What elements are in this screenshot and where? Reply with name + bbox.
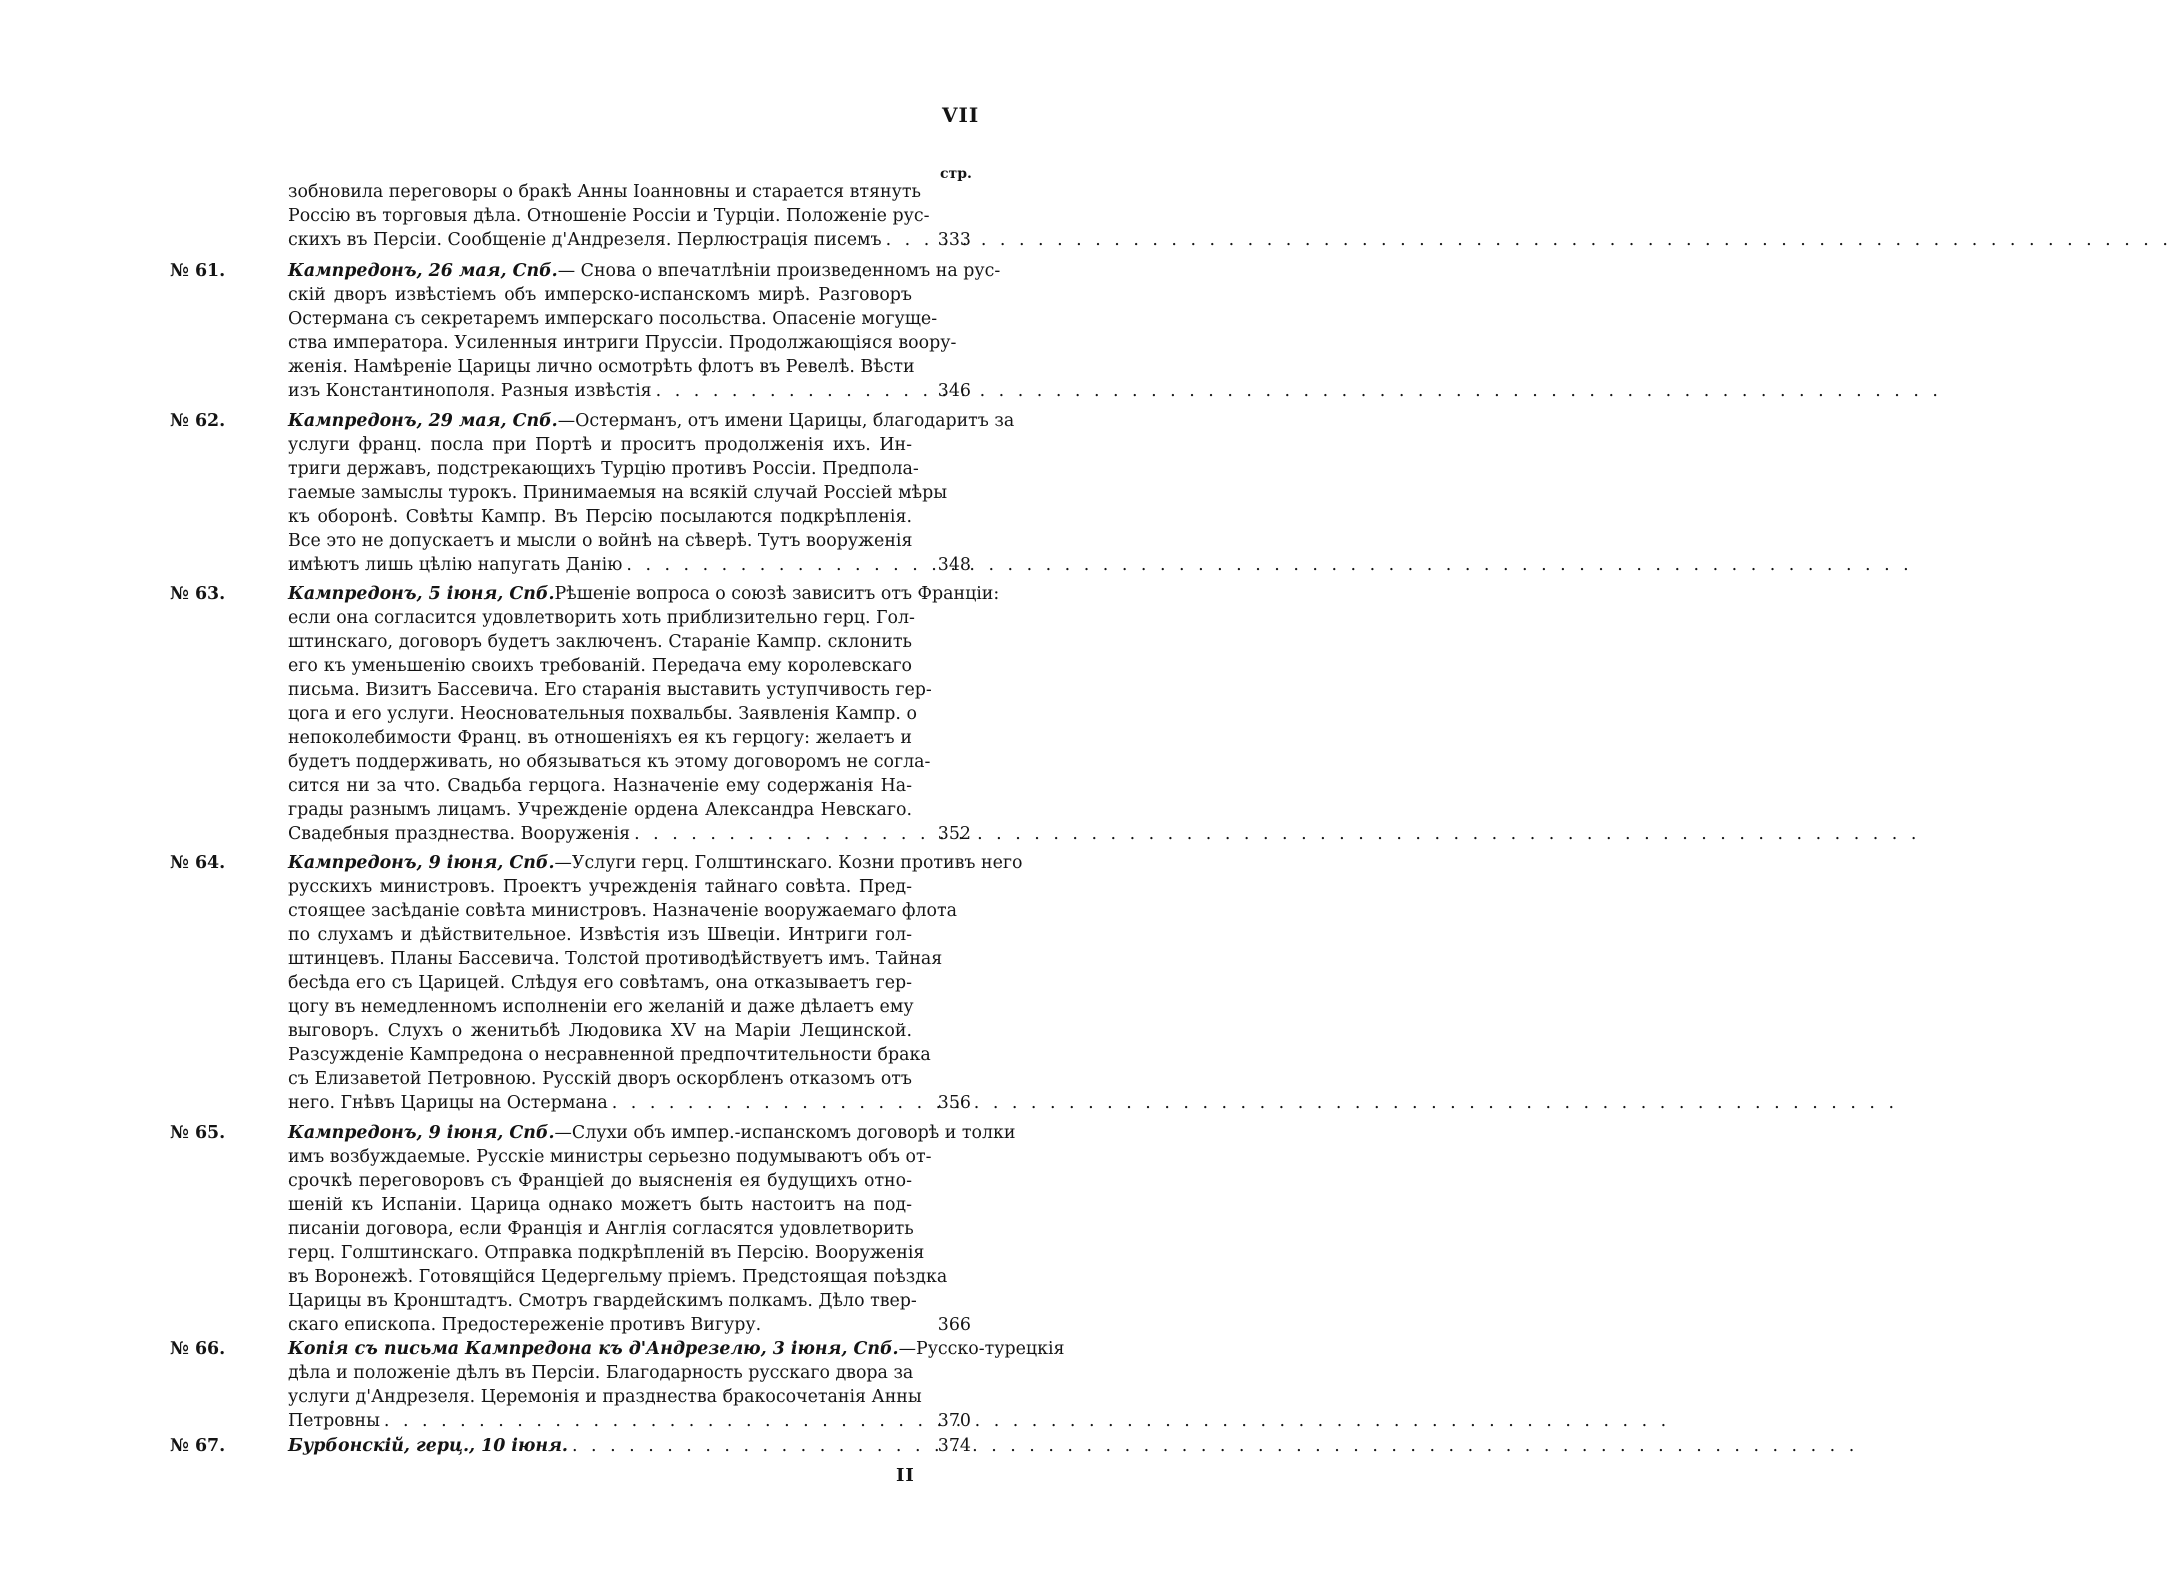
entry-text-line: цога и его услуги. Неосновательныя похвальбы. Заявленія Кампр. о xyxy=(288,704,917,724)
entry-text-line: услуги д'Андрезеля. Церемонія и празднества бракосочетанія Анны xyxy=(288,1387,922,1407)
entry-text-line: непоколебимости Франц. въ отношеніяхъ ея къ герцогу: желаетъ и xyxy=(288,728,912,748)
entry-text-line-last xyxy=(288,1409,912,1433)
entry-page-ref: 374 xyxy=(937,1436,971,1456)
page-number: VII xyxy=(942,103,980,127)
entry-text: изъ Константинополя. Разныя извѣстія xyxy=(288,381,652,401)
entry-text-line: штинцевъ. Планы Бассевича. Толстой противодѣйствуетъ имъ. Тайная xyxy=(288,949,943,969)
entry-text-line: его къ уменьшенію своихъ требованій. Передача ему королевскаго xyxy=(288,656,912,676)
entry-page-ref: 346 xyxy=(937,381,971,401)
entry-text-line: Все это не допускаетъ и мысли о войнѣ на сѣверѣ. Тутъ вооруженія xyxy=(288,531,913,551)
entry-text-line: грады разнымъ лицамъ. Учрежденіе ордена Александра Невскаго. xyxy=(288,800,912,820)
dot-leader xyxy=(572,1434,1858,1458)
entry-text-line: дѣла и положеніе дѣлъ въ Персіи. Благодарность русскаго двора за xyxy=(288,1363,914,1383)
entry-text-line: стоящее засѣданіе совѣта министровъ. Назначеніе вооружаемаго флота xyxy=(288,901,958,921)
entry-text-line-last xyxy=(288,1091,912,1115)
entry-text-line: письма. Визитъ Бассевича. Его старанія выставить уступчивость гер- xyxy=(288,680,932,700)
page-column-label: стр. xyxy=(940,166,972,182)
entry-text: скихъ въ Персіи. Сообщеніе д'Андрезеля. Перлюстрація писемъ xyxy=(288,230,882,250)
entry-heading: Кампредонъ, 9 іюня, Спб. xyxy=(288,853,555,873)
entry-first-line xyxy=(288,409,1015,433)
entry-text-line: цогу въ немедленномъ исполненіи его желаній и даже дѣлаетъ ему xyxy=(288,997,914,1017)
entry-text-line: скій дворъ извѣстіемъ объ имперско-испанскомъ мирѣ. Разговоръ xyxy=(288,285,912,305)
entry-number: № 65. xyxy=(170,1123,226,1143)
entry-number: № 63. xyxy=(170,584,226,604)
entry-page-ref: 356 xyxy=(937,1093,971,1113)
dot-leader xyxy=(634,822,1920,846)
entry-heading: Бурбонскій, герц., 10 іюня. xyxy=(288,1436,568,1456)
entry-first-line xyxy=(288,1121,1016,1145)
entry-page-ref: 366 xyxy=(937,1315,971,1335)
entry-text-line: женія. Намѣреніе Царицы лично осмотрѣть флотъ въ Ревелѣ. Вѣсти xyxy=(288,357,915,377)
entry-number: № 67. xyxy=(170,1436,226,1456)
entry-heading: Кампредонъ, 29 мая, Спб. xyxy=(288,411,558,431)
dot-leader xyxy=(656,379,1942,403)
entry-text: Свадебныя празднества. Вооруженія xyxy=(288,824,631,844)
entry-first-line xyxy=(288,851,1023,875)
entry-text: Рѣшеніе вопроса о союзѣ зависитъ отъ Франціи: xyxy=(554,584,1000,604)
entry-text-line-last xyxy=(288,228,912,252)
entry-heading: Кампредонъ, 9 іюня, Спб. xyxy=(288,1123,555,1143)
entry-page-ref: 352 xyxy=(937,824,971,844)
entry-page-ref: 370 xyxy=(937,1411,971,1431)
entry-first-line xyxy=(288,582,1000,606)
entry-number: № 62. xyxy=(170,411,226,431)
signature-mark: II xyxy=(896,1465,915,1486)
dot-leader xyxy=(886,228,2172,252)
entry-first-line xyxy=(288,259,1001,283)
entry-text-line-last xyxy=(288,553,912,577)
entry-number: № 64. xyxy=(170,853,226,873)
entry-text-line: выговоръ. Слухъ о женитьбѣ Людовика XV на Маріи Лещинской. xyxy=(288,1021,912,1041)
entry-text-line: имъ возбуждаемые. Русскіе министры серьезно подумываютъ объ от- xyxy=(288,1147,932,1167)
entry-text-line: срочкѣ переговоровъ съ Франціей до выясненія ея будущихъ отно- xyxy=(288,1171,912,1191)
entry-text-line-last xyxy=(288,379,912,403)
entry-text-line: герц. Голштинскаго. Отправка подкрѣпленій въ Персію. Вооруженія xyxy=(288,1243,925,1263)
entry-text: него. Гнѣвъ Царицы на Остермана xyxy=(288,1093,608,1113)
dot-leader xyxy=(626,553,1912,577)
entry-text-line: зобновила переговоры о бракѣ Анны Іоанновны и старается втянуть xyxy=(288,182,921,202)
entry-page-ref: 333 xyxy=(937,230,971,250)
entry-text-line-last xyxy=(288,822,912,846)
entry-text-line: ства императора. Усиленныя интриги Пруссіи. Продолжающіяся воору- xyxy=(288,333,957,353)
entry-text-line: по слухамъ и дѣйствительное. Извѣстія изъ Швеціи. Интриги гол- xyxy=(288,925,912,945)
entry-text: —Услуги герц. Голштинскаго. Козни противъ него xyxy=(554,853,1023,873)
entry-text-line: въ Воронежѣ. Готовящійся Цедергельму пріемъ. Предстоящая поѣздка xyxy=(288,1267,948,1287)
entry-text-line-last: скаго епископа. Предостереженіе противъ Вигуру. xyxy=(288,1315,762,1335)
entry-text: имѣютъ лишь цѣлію напугать Данію xyxy=(288,555,623,575)
entry-heading: Копія съ письма Кампредона къ д'Андрезелю, 3 іюня, Спб. xyxy=(288,1339,899,1359)
entry-text-line: если она согласится удовлетворить хоть приблизительно герц. Гол- xyxy=(288,608,915,628)
entry-first-line xyxy=(288,1337,1065,1361)
entry-text-line: бесѣда его съ Царицей. Слѣдуя его совѣтамъ, она отказываетъ гер- xyxy=(288,973,912,993)
entry-text: — Снова о впечатлѣніи произведенномъ на рус- xyxy=(557,261,1001,281)
entry-number: № 66. xyxy=(170,1339,226,1359)
entry-text: —Русско-турецкія xyxy=(898,1339,1065,1359)
entry-text-line: будетъ поддерживать, но обязываться къ этому договоромъ не согла- xyxy=(288,752,931,772)
entry-text-line: штинскаго, договоръ будетъ заключенъ. Стараніе Кампр. склонить xyxy=(288,632,912,652)
entry-text-line: Царицы въ Кронштадтъ. Смотръ гвардейскимъ полкамъ. Дѣло твер- xyxy=(288,1291,917,1311)
entry-page-ref: 348 xyxy=(937,555,971,575)
entry-text-line: русскихъ министровъ. Проектъ учрежденія тайнаго совѣта. Пред- xyxy=(288,877,912,897)
entry-text-line: Россію въ торговыя дѣла. Отношеніе Россіи и Турціи. Положеніе рус- xyxy=(288,206,930,226)
entry-text-line: Разсужденіе Кампредона о несравненной предпочтительности брака xyxy=(288,1045,931,1065)
entry-text-line: гаемые замыслы турокъ. Принимаемыя на всякій случай Россіей мѣры xyxy=(288,483,948,503)
entry-text: Петровны xyxy=(288,1411,380,1431)
entry-first-line xyxy=(288,1434,912,1458)
entry-text-line: Остермана съ секретаремъ имперскаго посольства. Опасеніе могуще- xyxy=(288,309,938,329)
entry-heading: Кампредонъ, 5 іюня, Спб. xyxy=(288,584,555,604)
entry-text: —Слухи объ импер.-испанскомъ договорѣ и толки xyxy=(554,1123,1016,1143)
entry-text-line: шеній къ Испаніи. Царица однако можетъ быть настоитъ на под- xyxy=(288,1195,912,1215)
entry-text: —Остерманъ, отъ имени Царицы, благодаритъ за xyxy=(557,411,1015,431)
dot-leader xyxy=(384,1409,1670,1433)
entry-text-line: услуги франц. посла при Портѣ и проситъ продолженія ихъ. Ин- xyxy=(288,435,912,455)
entry-number: № 61. xyxy=(170,261,226,281)
entry-text-line: триги державъ, подстрекающихъ Турцію противъ Россіи. Предпола- xyxy=(288,459,919,479)
dot-leader xyxy=(612,1091,1898,1115)
entry-text-line: къ оборонѣ. Совѣты Кампр. Въ Персію посылаются подкрѣпленія. xyxy=(288,507,912,527)
entry-text-line: съ Елизаветой Петровною. Русскій дворъ оскорбленъ отказомъ отъ xyxy=(288,1069,912,1089)
entry-text-line: писаніи договора, если Франція и Англія согласятся удовлетворить xyxy=(288,1219,914,1239)
entry-text-line: сится ни за что. Свадьба герцога. Назначеніе ему содержанія На- xyxy=(288,776,912,796)
entry-heading: Кампредонъ, 26 мая, Спб. xyxy=(288,261,558,281)
